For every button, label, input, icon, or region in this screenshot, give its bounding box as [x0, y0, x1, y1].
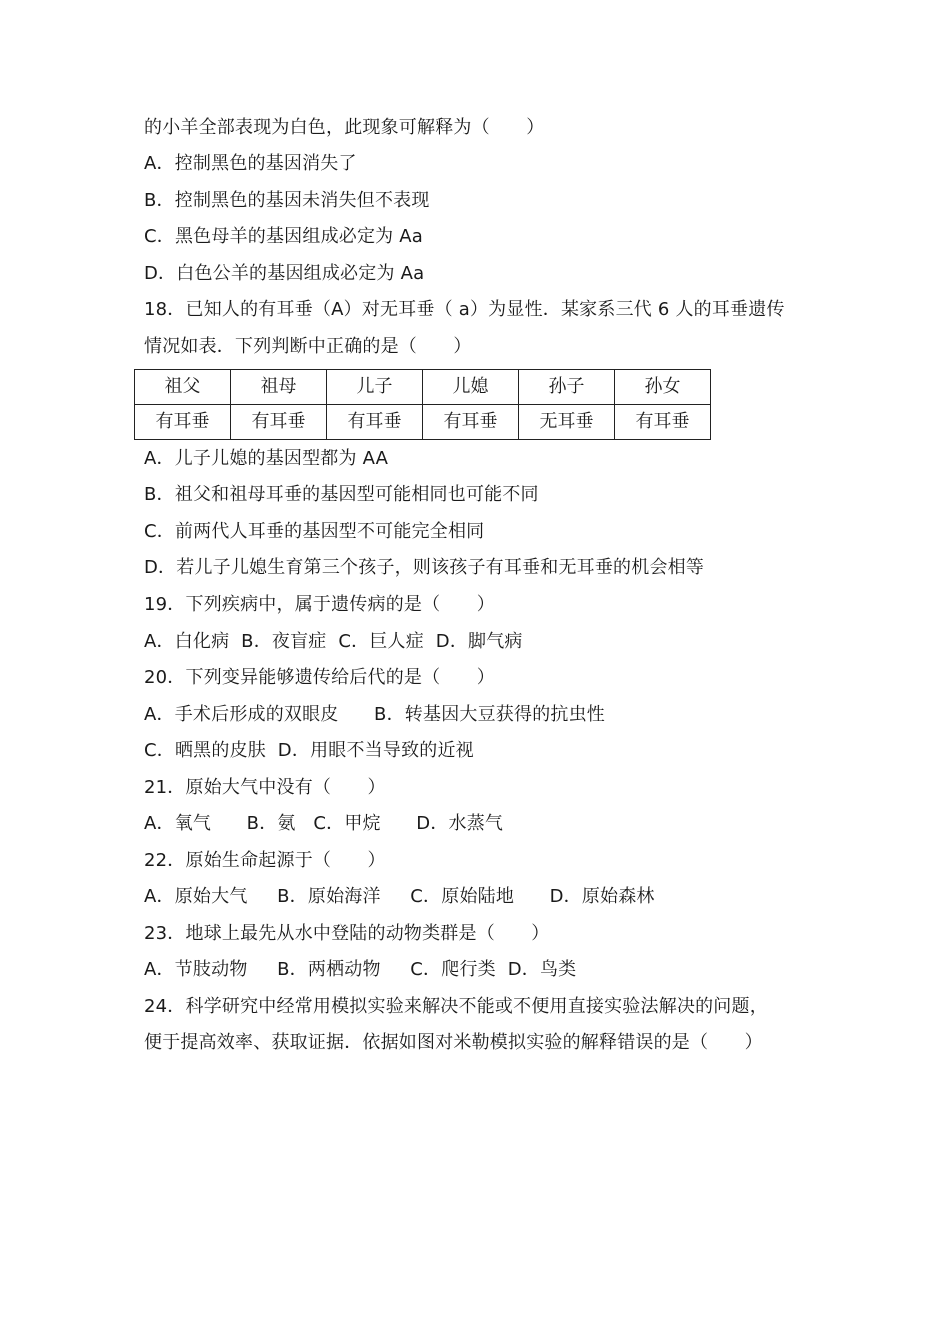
- q18-stem-line-2: 情况如表．下列判断中正确的是（ ）: [144, 336, 472, 357]
- table-cell: 有耳垂: [231, 405, 327, 440]
- q24-stem-line-2: 便于提高效率、获取证据．依据如图对米勒模拟实验的解释错误的是（ ）: [144, 1032, 763, 1053]
- table-cell: 有耳垂: [135, 405, 231, 440]
- table-header-cell: 孙子: [519, 370, 615, 405]
- q19-stem: 19．下列疾病中，属于遗传病的是（ ）: [144, 594, 495, 615]
- ear-lobe-table: [134, 369, 711, 440]
- q22-stem: 22．原始生命起源于（ ）: [144, 850, 386, 871]
- q24-stem-line-1: 24．科学研究中经常用模拟实验来解决不能或不便用直接实验法解决的问题，: [144, 996, 768, 1017]
- q17-option-c: C．黑色母羊的基因组成必定为 Aa: [144, 226, 424, 247]
- table-row: [135, 405, 711, 440]
- q20-options-ab: A．手术后形成的双眼皮 B．转基因大豆获得的抗虫性: [144, 704, 605, 725]
- q18-option-d: D．若儿子儿媳生育第三个孩子，则该孩子有耳垂和无耳垂的机会相等: [144, 557, 705, 578]
- q23-options: A．节肢动物 B．两栖动物 C．爬行类 D．鸟类: [144, 959, 577, 980]
- table-header-cell: 孙女: [615, 370, 711, 405]
- q18-option-b: B．祖父和祖母耳垂的基因型可能相同也可能不同: [144, 484, 539, 505]
- table-header-cell: 儿媳: [423, 370, 519, 405]
- table-header-cell: 祖母: [231, 370, 327, 405]
- q18-option-a: A．儿子儿媳的基因型都为 AA: [144, 448, 389, 469]
- table-cell: 有耳垂: [615, 405, 711, 440]
- table-header-cell: 祖父: [135, 370, 231, 405]
- q20-options-cd: C．晒黑的皮肤 D．用眼不当导致的近视: [144, 740, 474, 761]
- table-cell: 有耳垂: [327, 405, 423, 440]
- q21-options: A．氧气 B．氨 C．甲烷 D．水蒸气: [144, 813, 504, 834]
- q17-stem-continuation: 的小羊全部表现为白色，此现象可解释为（ ）: [144, 117, 545, 138]
- q23-stem: 23．地球上最先从水中登陆的动物类群是（ ）: [144, 923, 550, 944]
- q18-stem-line-1: 18．已知人的有耳垂（A）对无耳垂（ a）为显性．某家系三代 6 人的耳垂遗传: [144, 299, 785, 320]
- table-cell: 无耳垂: [519, 405, 615, 440]
- q17-option-b: B．控制黑色的基因未消失但不表现: [144, 190, 430, 211]
- table-header-cell: 儿子: [327, 370, 423, 405]
- q17-option-d: D．白色公羊的基因组成必定为 Aa: [144, 263, 425, 284]
- q22-options: A．原始大气 B．原始海洋 C．原始陆地 D．原始森林: [144, 886, 655, 907]
- q20-stem: 20．下列变异能够遗传给后代的是（ ）: [144, 667, 495, 688]
- q21-stem: 21．原始大气中没有（ ）: [144, 777, 386, 798]
- q18-option-c: C．前两代人耳垂的基因型不可能完全相同: [144, 521, 485, 542]
- table-cell: 有耳垂: [423, 405, 519, 440]
- q19-options: A．白化病 B．夜盲症 C．巨人症 D．脚气病: [144, 631, 523, 652]
- table-header-row: [135, 370, 711, 405]
- q17-option-a: A．控制黑色的基因消失了: [144, 153, 357, 174]
